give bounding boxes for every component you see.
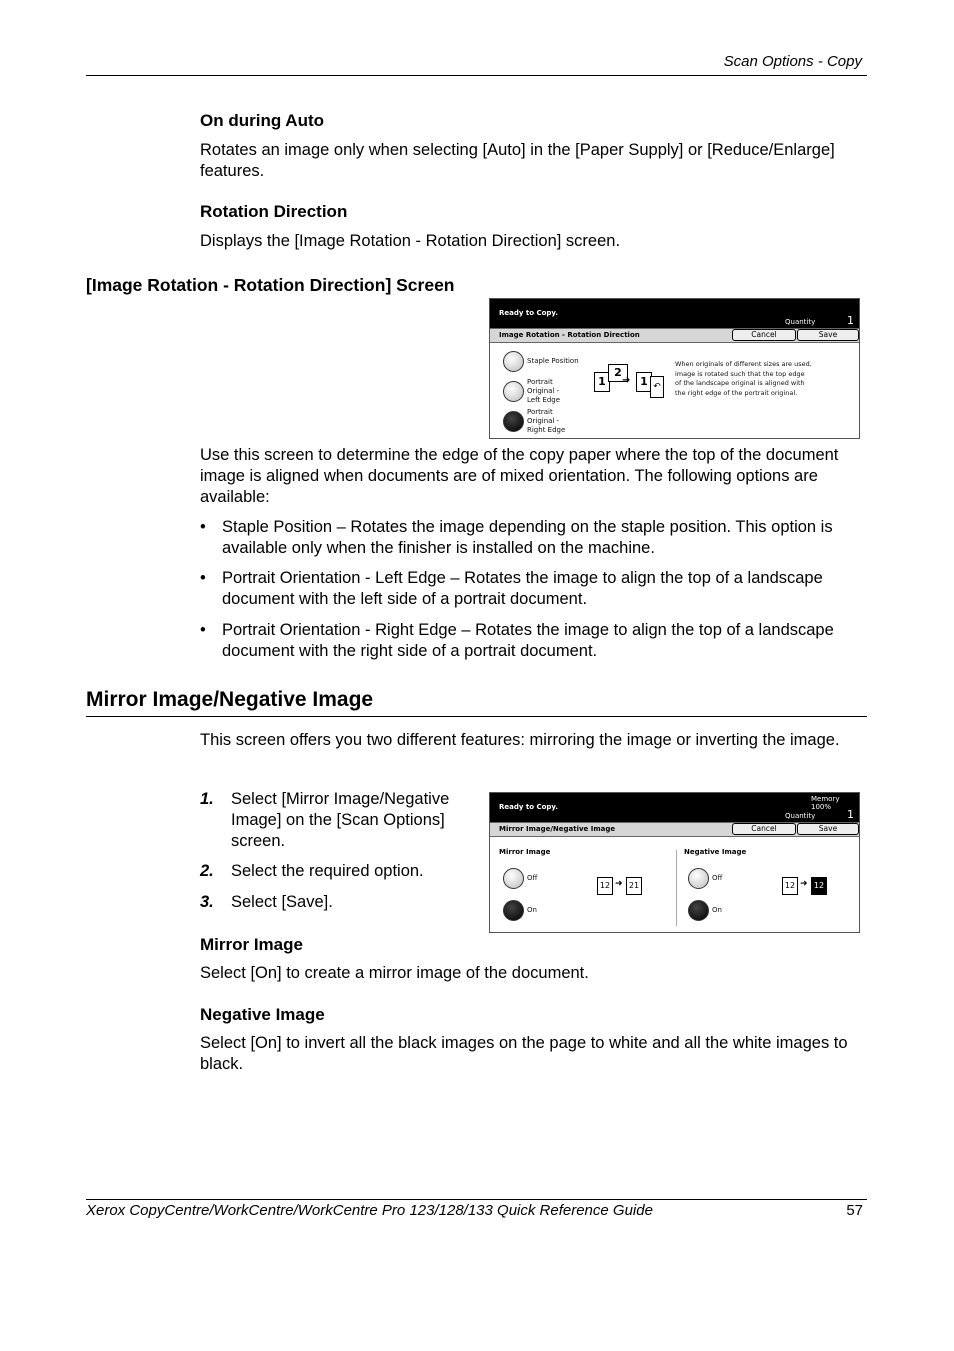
sample-page-icon: 12 bbox=[597, 877, 613, 895]
bullet-icon: • bbox=[200, 518, 206, 536]
right-edge-line1: Portrait bbox=[527, 408, 553, 416]
mirror-off-radio[interactable] bbox=[503, 868, 524, 889]
mirror-off-label: Off bbox=[527, 874, 538, 882]
mirror-image-text: Select [On] to create a mirror image of the document. bbox=[200, 964, 589, 982]
rotated-page-icon: ↶ bbox=[650, 376, 664, 398]
mirror-section-heading: Mirror Image/Negative Image bbox=[86, 688, 374, 711]
sample-page-icon: 12 bbox=[782, 877, 798, 895]
negative-on-radio[interactable] bbox=[688, 900, 709, 921]
step-text: Select [Save]. bbox=[231, 893, 333, 911]
description-line1: When originals of different sizes are used, bbox=[675, 360, 812, 368]
right-edge-radio[interactable] bbox=[503, 411, 524, 432]
footer-rule bbox=[86, 1199, 867, 1200]
original-page-icon: 1 bbox=[594, 372, 610, 392]
memory-indicator: Memory 100% bbox=[811, 795, 840, 811]
left-edge-label bbox=[527, 378, 560, 405]
description-line3: of the landscape original is aligned with bbox=[675, 379, 805, 387]
rotation-direction-screen bbox=[489, 298, 860, 439]
arrow-right-icon: ➜ bbox=[622, 375, 631, 386]
description-line2: image is rotated such that the top edge bbox=[675, 369, 805, 378]
rotation-direction-text: Displays the [Image Rotation - Rotation Direction] screen. bbox=[200, 232, 621, 250]
status-bar bbox=[490, 793, 859, 822]
mirror-on-radio[interactable] bbox=[503, 900, 524, 921]
staple-position-label: Staple Position bbox=[527, 357, 579, 365]
staple-position-radio[interactable] bbox=[503, 351, 524, 372]
left-edge-line1: Portrait bbox=[527, 378, 553, 386]
rotation-intro: Use this screen to determine the edge of the copy paper where the top of the document image is aligned when documents are of mixed orientation. The following options are available: bbox=[200, 446, 839, 506]
arrow-right-icon: ➜ bbox=[615, 879, 623, 889]
list-item bbox=[200, 568, 866, 610]
mirror-image-label: Mirror Image bbox=[499, 848, 551, 856]
status-text: Ready to Copy. bbox=[499, 803, 559, 811]
right-edge-label bbox=[527, 408, 565, 435]
list-item bbox=[200, 620, 866, 662]
step-item bbox=[200, 789, 475, 852]
right-edge-line3: Right Edge bbox=[527, 426, 566, 434]
footer-title: Xerox CopyCentre/WorkCentre/WorkCentre Pro 123/128/133 Quick Reference Guide bbox=[86, 1202, 653, 1219]
title-bar bbox=[490, 328, 859, 343]
step-text: Select [Mirror Image/Negative Image] on the [Scan Options] screen. bbox=[231, 790, 450, 850]
bullet-text: Portrait Orientation - Left Edge – Rotates the image to align the top of a landscape document with the left side of a portrait document. bbox=[222, 569, 823, 608]
header-rule bbox=[86, 75, 867, 76]
rotation-screen-heading: [Image Rotation - Rotation Direction] Screen bbox=[86, 275, 455, 295]
left-edge-radio[interactable] bbox=[503, 381, 524, 402]
mirror-negative-screen bbox=[489, 792, 860, 933]
quantity-label: Quantity bbox=[785, 318, 816, 326]
negative-image-label: Negative Image bbox=[684, 848, 747, 856]
negative-on-label: On bbox=[712, 906, 722, 914]
step-item bbox=[200, 892, 475, 913]
mirror-image-heading: Mirror Image bbox=[200, 935, 303, 954]
on-auto-text: Rotates an image only when selecting [Auto] in the [Paper Supply] or [Reduce/Enlarge] features. bbox=[200, 141, 835, 180]
result-page-icon: 1 bbox=[636, 372, 652, 392]
screen-title: Mirror Image/Negative Image bbox=[499, 825, 616, 833]
status-bar bbox=[490, 299, 859, 328]
title-bar bbox=[490, 822, 859, 837]
rotation-description bbox=[675, 360, 855, 398]
step-number: 3. bbox=[200, 893, 214, 911]
negative-image-heading: Negative Image bbox=[200, 1005, 325, 1024]
page-number: 57 bbox=[846, 1202, 863, 1219]
bullet-icon: • bbox=[200, 569, 206, 587]
right-edge-line2: Original - bbox=[527, 417, 560, 425]
mirrored-page-icon: 21 bbox=[626, 877, 642, 895]
rotation-direction-heading: Rotation Direction bbox=[200, 202, 348, 221]
step-text: Select the required option. bbox=[231, 862, 424, 880]
quantity-label: Quantity bbox=[785, 812, 816, 820]
divider bbox=[676, 850, 677, 926]
bullet-icon: • bbox=[200, 621, 206, 639]
mirror-intro: This screen offers you two different features: mirroring the image or inverting the image. bbox=[200, 731, 840, 749]
save-button[interactable]: Save bbox=[797, 329, 859, 341]
section-rule bbox=[86, 716, 867, 717]
description-line4: the right edge of the portrait original. bbox=[675, 388, 798, 397]
step-number: 2. bbox=[200, 862, 214, 880]
step-number: 1. bbox=[200, 790, 214, 808]
landscape-page-icon: 2 bbox=[608, 364, 628, 382]
step-item bbox=[200, 861, 475, 882]
quantity-value: 1 bbox=[847, 314, 854, 327]
left-edge-line3: Left Edge bbox=[527, 396, 561, 404]
negative-page-icon: 12 bbox=[811, 877, 827, 895]
bullet-text: Staple Position – Rotates the image depending on the staple position. This option is available only when the finisher is installed on the machine. bbox=[222, 518, 833, 557]
cancel-button[interactable]: Cancel bbox=[732, 329, 796, 341]
negative-off-radio[interactable] bbox=[688, 868, 709, 889]
negative-image-text: Select [On] to invert all the black images on the page to white and all the white images to black. bbox=[200, 1034, 848, 1073]
negative-off-label: Off bbox=[712, 874, 723, 882]
status-text: Ready to Copy. bbox=[499, 309, 559, 317]
save-button[interactable]: Save bbox=[797, 823, 859, 835]
list-item bbox=[200, 517, 866, 559]
arrow-right-icon: ➜ bbox=[800, 879, 808, 889]
mirror-on-label: On bbox=[527, 906, 537, 914]
bullet-text: Portrait Orientation - Right Edge – Rotates the image to align the top of a landscape document with the right side of a portrait document. bbox=[222, 621, 834, 660]
running-header: Scan Options - Copy bbox=[723, 53, 862, 70]
left-edge-line2: Original - bbox=[527, 387, 560, 395]
on-auto-heading: On during Auto bbox=[200, 111, 325, 130]
screen-title: Image Rotation - Rotation Direction bbox=[499, 331, 640, 339]
quantity-value: 1 bbox=[847, 808, 854, 821]
cancel-button[interactable]: Cancel bbox=[732, 823, 796, 835]
